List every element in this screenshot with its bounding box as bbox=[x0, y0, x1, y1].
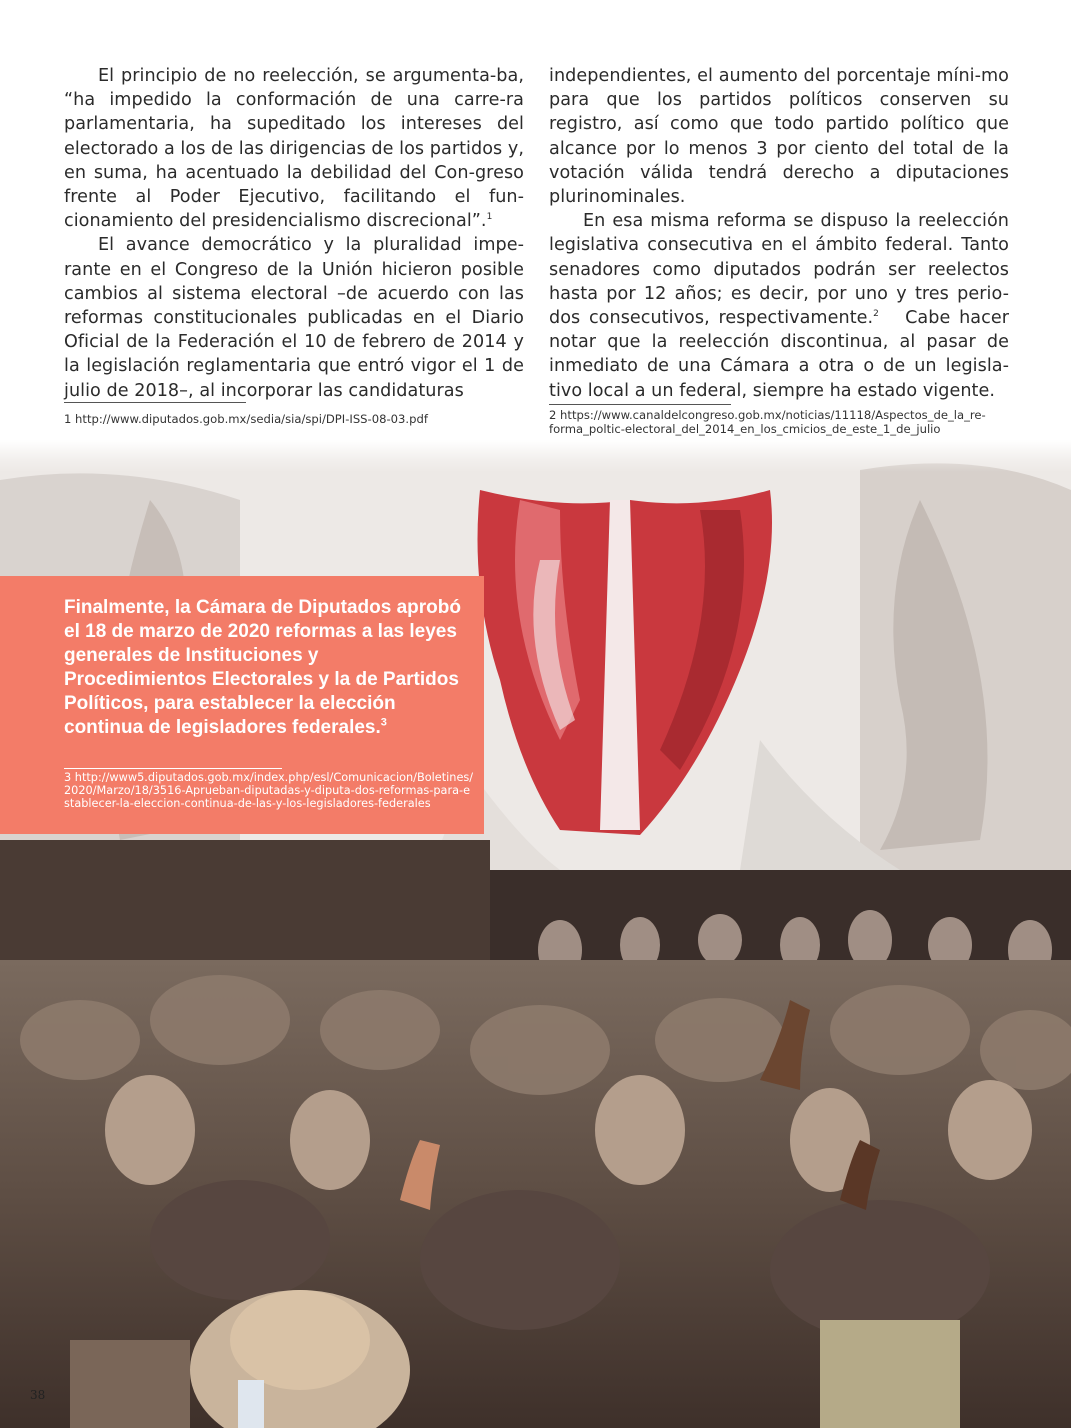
left-column bbox=[64, 64, 524, 403]
paragraph bbox=[64, 64, 524, 233]
paragraph-text: En esa misma reforma se dispuso la reelección legislativa consecutiva en el ámbito federal. Tanto senadores como diputados podrán ser reelectos hasta por 12 años; es decir, por uno y tres perio-dos consecutivos, respectivamente. bbox=[549, 211, 1009, 329]
footnote-2 bbox=[549, 408, 1019, 436]
footnote-rule bbox=[64, 402, 246, 403]
callout-quote-text: Finalmente, la Cámara de Diputados aprobó el 18 de marzo de 2020 reformas a las leyes generales de Instituciones y Procedimientos Electorales y la de Partidos Políticos, para establecer la elección continua de legisladores federales. bbox=[64, 597, 461, 738]
page-number: 38 bbox=[30, 1388, 46, 1402]
footnote-ref: 3 bbox=[380, 716, 387, 729]
callout-box bbox=[0, 576, 484, 834]
paragraph: independientes, el aumento del porcentaje míni-mo para que los partidos políticos conserven su registro, así como que todo partido político que alcance por lo menos 3 por ciento del total de la votación válida tendrá derecho a diputaciones plurinominales. bbox=[549, 66, 1009, 208]
footnote-1: 1 http://www.diputados.gob.mx/sedia/sia/spi/DPI-ISS-08-03.pdf bbox=[64, 412, 428, 426]
paragraph-text: El principio de no reelección, se argumenta-ba, “ha impedido la conformación de una carre-ra parlamentaria, ha supeditado los intereses del electorado a los de las dirigencias de los partidos y, en suma, ha acentuado la debilidad del Con-greso frente al Poder Ejecutivo, facilitando el fun-cionamiento del presidencialismo discrecional”. bbox=[64, 66, 524, 232]
paragraph-text: Cabe hacer notar que la reelección discontinua, al pasar de inmediato de una Cámara a otra o de un legisla-tivo local a un federal, siempre ha estado vigente. bbox=[549, 308, 1009, 401]
callout-footnote-rule bbox=[64, 768, 282, 769]
footnote-rule bbox=[549, 404, 731, 405]
footnote-ref: 2 bbox=[873, 309, 879, 320]
footnote-2-line: forma_poltic-electoral_del_2014_en_los_cmicios_de_este_1_de_julio bbox=[549, 422, 941, 436]
paragraph: El avance democrático y la pluralidad impe-rante en el Congreso de la Unión hicieron posible cambios al sistema electoral –de acuerdo con las reformas constitucionales publicadas en el Diario Oficial de la Federación el 10 de febrero de 2014 y la legislación reglamentaria que entró vigor el 1 de julio de 2018–, al incorporar las candidaturas bbox=[64, 235, 524, 401]
callout-footnote: 3 http://www5.diputados.gob.mx/index.php/esl/Comunicacion/Boletines/2020/Marzo/18/3516-Aprueban-diputadas-y-diputa-dos-reformas-para-establecer-la-eleccion-continua-de-las-y-los-legisladores-federales bbox=[64, 771, 474, 810]
right-column bbox=[549, 64, 1009, 403]
footnote-2-line: 2 https://www.canaldelcongreso.gob.mx/noticias/11118/Aspectos_de_la_re- bbox=[549, 408, 986, 422]
footnote-ref: 1 bbox=[486, 212, 493, 223]
paragraph bbox=[549, 209, 1009, 403]
callout-quote bbox=[64, 596, 464, 740]
